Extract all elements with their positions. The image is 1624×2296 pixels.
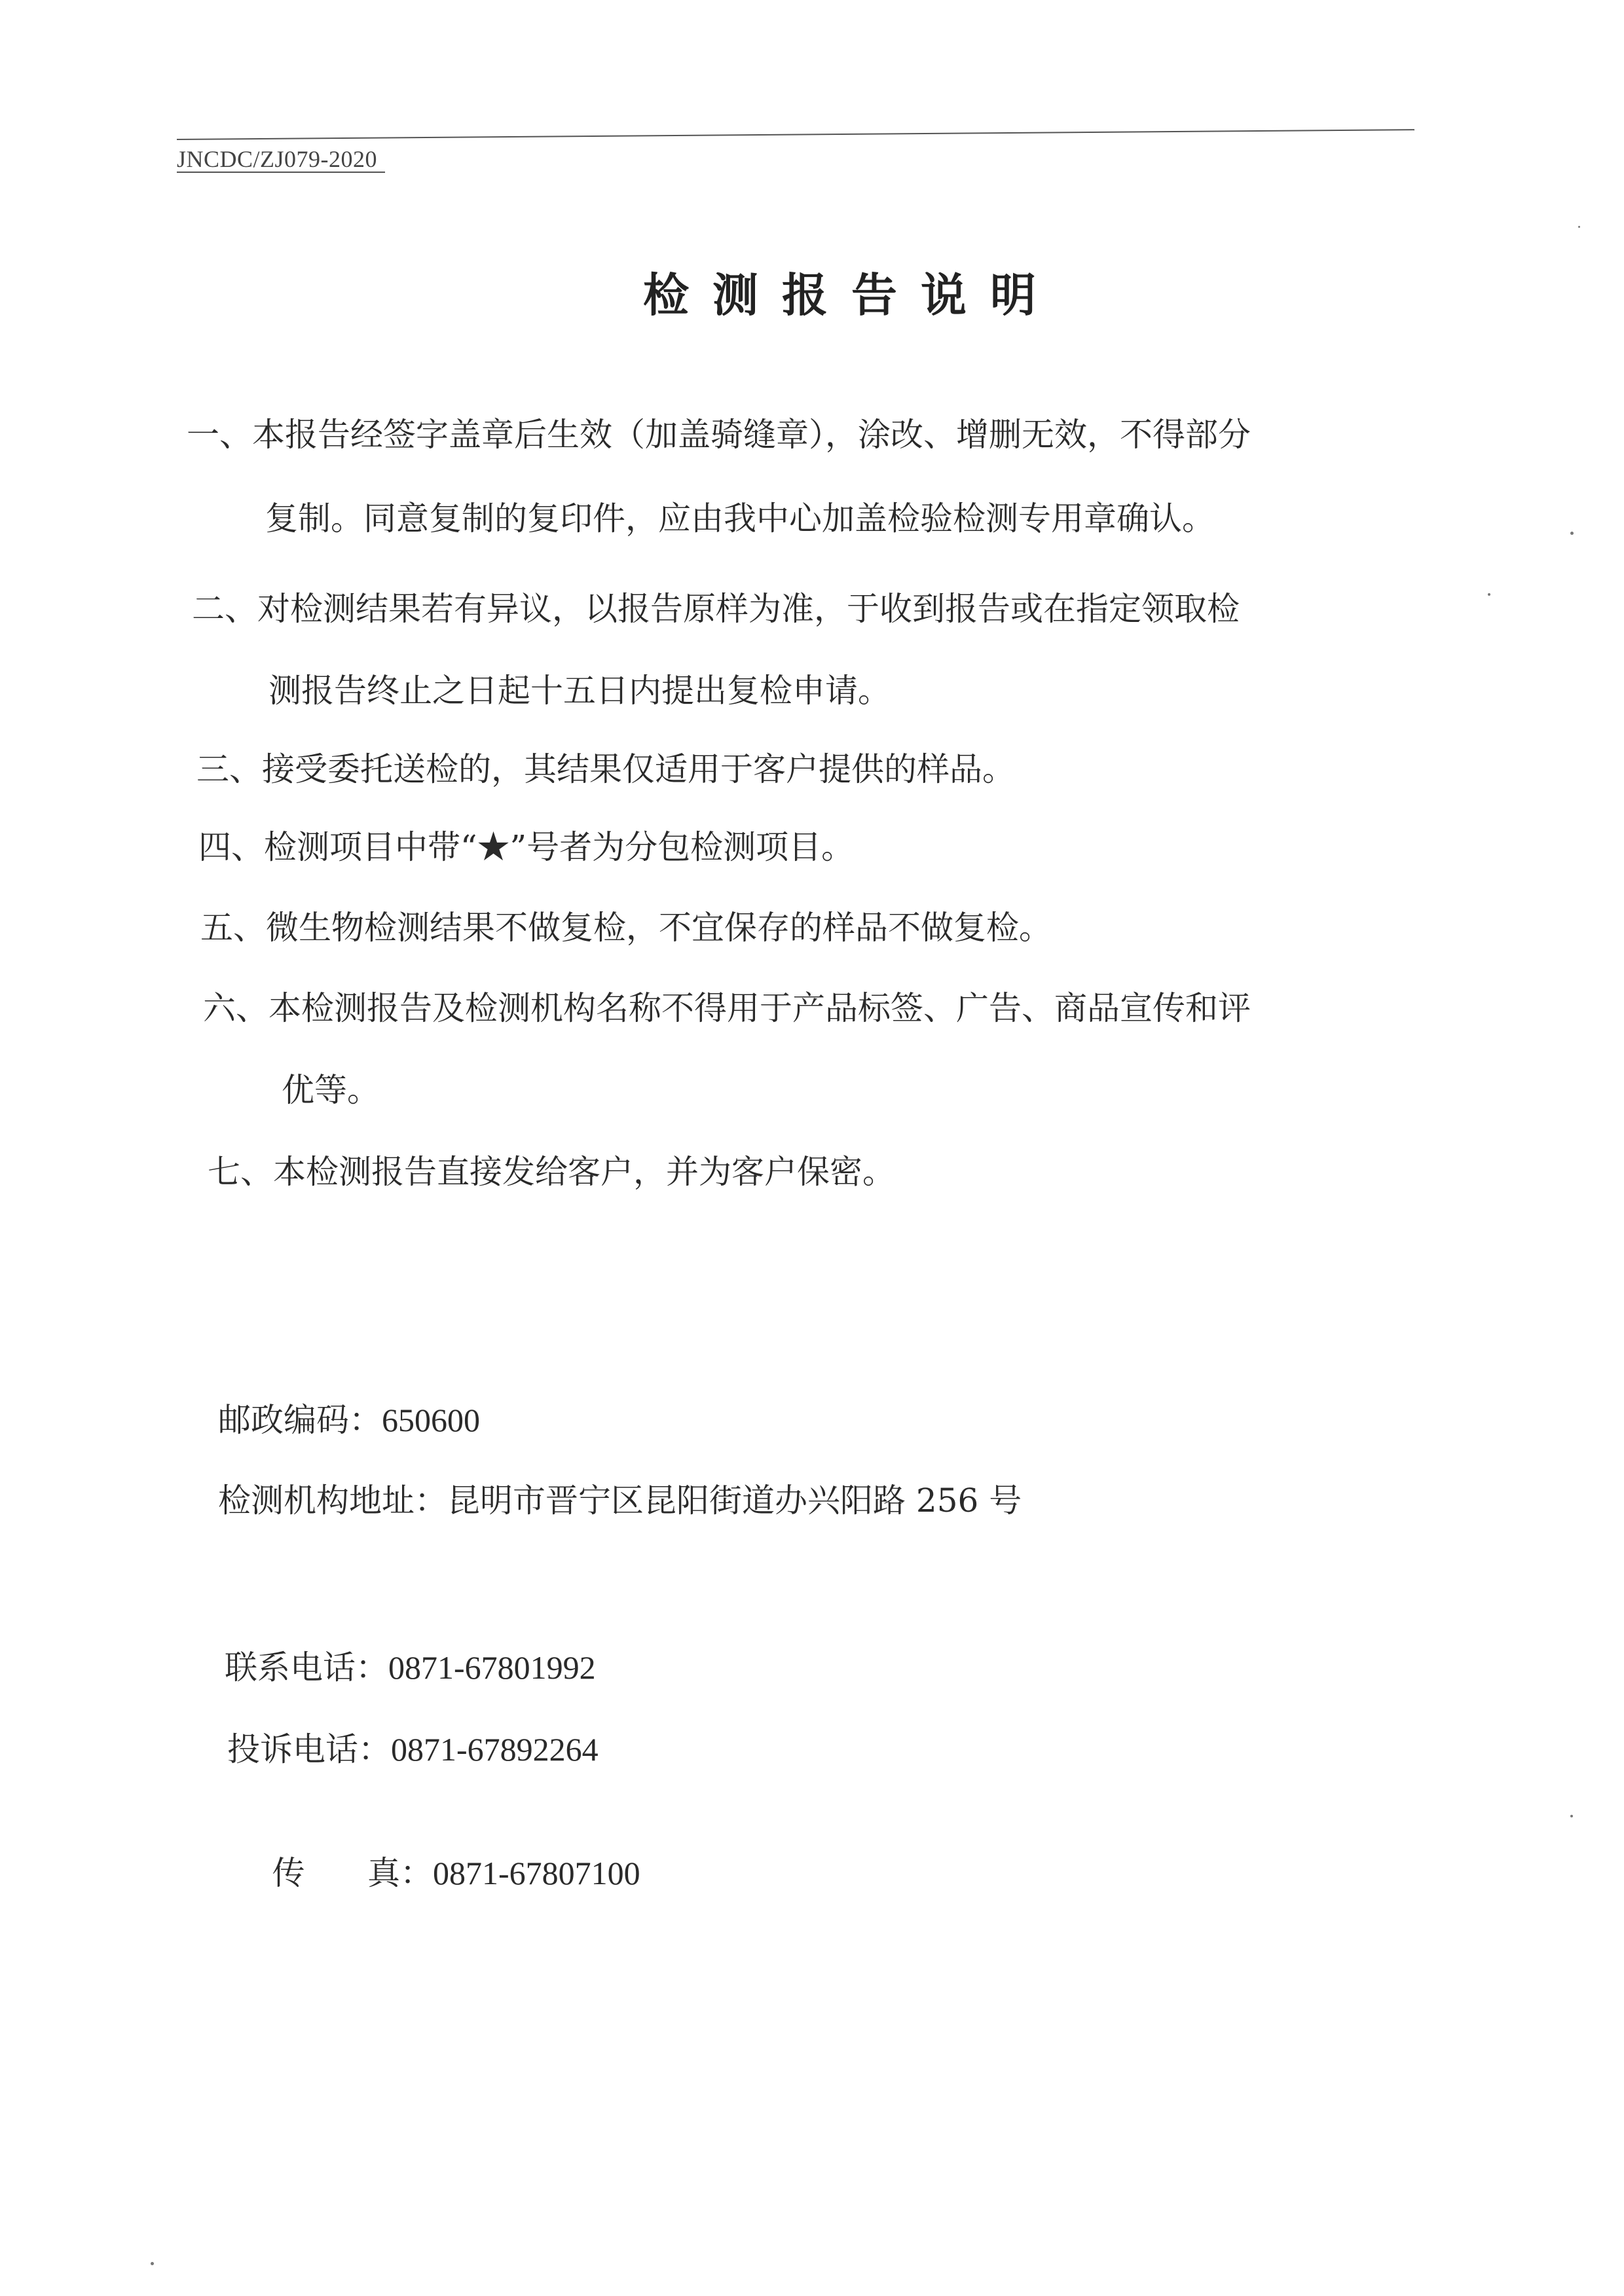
clause-text: 本检测报告直接发给客户，并为客户保密。 (273, 1153, 895, 1191)
fax-label: 传 真： (272, 1854, 433, 1892)
phone-label: 联系电话： (225, 1649, 388, 1686)
clause-number: 六、 (203, 989, 268, 1027)
complaint-phone-value: 0871-67892264 (391, 1731, 599, 1768)
fax-value: 0871-67807100 (432, 1855, 640, 1891)
clause-1-continuation: 复制。同意复制的复印件，应由我中心加盖检验检测专用章确认。 (265, 500, 1215, 538)
postcode-label: 邮政编码： (218, 1401, 382, 1439)
address-label: 检测机构地址： (218, 1482, 447, 1520)
clause-number: 一、 (187, 416, 252, 454)
clause-2-continuation: 测报告终止之日起十五日内提出复检申请。 (268, 672, 891, 710)
clause-number: 七、 (208, 1153, 273, 1191)
clause-2 (192, 588, 1240, 630)
address-value: 昆明市晋宁区昆阳街道办兴阳路 256 号 (447, 1482, 1022, 1520)
scan-speck (1570, 532, 1574, 535)
complaint-phone-line (227, 1728, 599, 1770)
clause-text: 对检测结果若有异议，以报告原样为准，于收到报告或在指定领取检 (257, 590, 1240, 628)
clause-text: 检测项目中带“★”号者为分包检测项目。 (264, 828, 855, 866)
clause-3 (196, 748, 1015, 790)
postcode-value: 650600 (382, 1402, 480, 1438)
clause-1 (187, 414, 1251, 456)
scan-speck (1488, 593, 1490, 596)
fax-line (231, 1810, 640, 1936)
clause-number: 二、 (192, 590, 257, 628)
clause-number: 三、 (196, 750, 262, 788)
document-code-underline (177, 172, 385, 173)
clause-text: 接受委托送检的，其结果仅适用于客户提供的样品。 (262, 750, 1015, 788)
page-title: 检测报告说明 (643, 268, 1060, 322)
document-code: JNCDC/ZJ079-2020 (177, 146, 378, 172)
phone-line (225, 1647, 596, 1688)
clause-5 (200, 907, 1052, 949)
clause-4 (198, 826, 854, 868)
phone-value: 0871-67801992 (388, 1649, 596, 1686)
clause-text: 本检测报告及检测机构名称不得用于产品标签、广告、商品宣传和评 (268, 989, 1251, 1027)
clause-number: 五、 (200, 909, 266, 947)
scan-speck (1570, 1815, 1573, 1817)
clause-6-continuation: 优等。 (282, 1071, 380, 1109)
clause-7 (208, 1151, 895, 1193)
clause-6 (203, 987, 1251, 1029)
scan-speck (151, 2262, 154, 2265)
clause-text: 微生物检测结果不做复检，不宜保存的样品不做复检。 (266, 909, 1052, 947)
scan-speck (1578, 226, 1580, 228)
clause-number: 四、 (198, 828, 264, 866)
address-line (218, 1480, 1022, 1522)
postcode-line (218, 1399, 480, 1441)
header-rule (177, 129, 1414, 140)
clause-text: 本报告经签字盖章后生效（加盖骑缝章），涂改、增删无效，不得部分 (252, 416, 1251, 454)
complaint-phone-label: 投诉电话： (227, 1730, 391, 1768)
